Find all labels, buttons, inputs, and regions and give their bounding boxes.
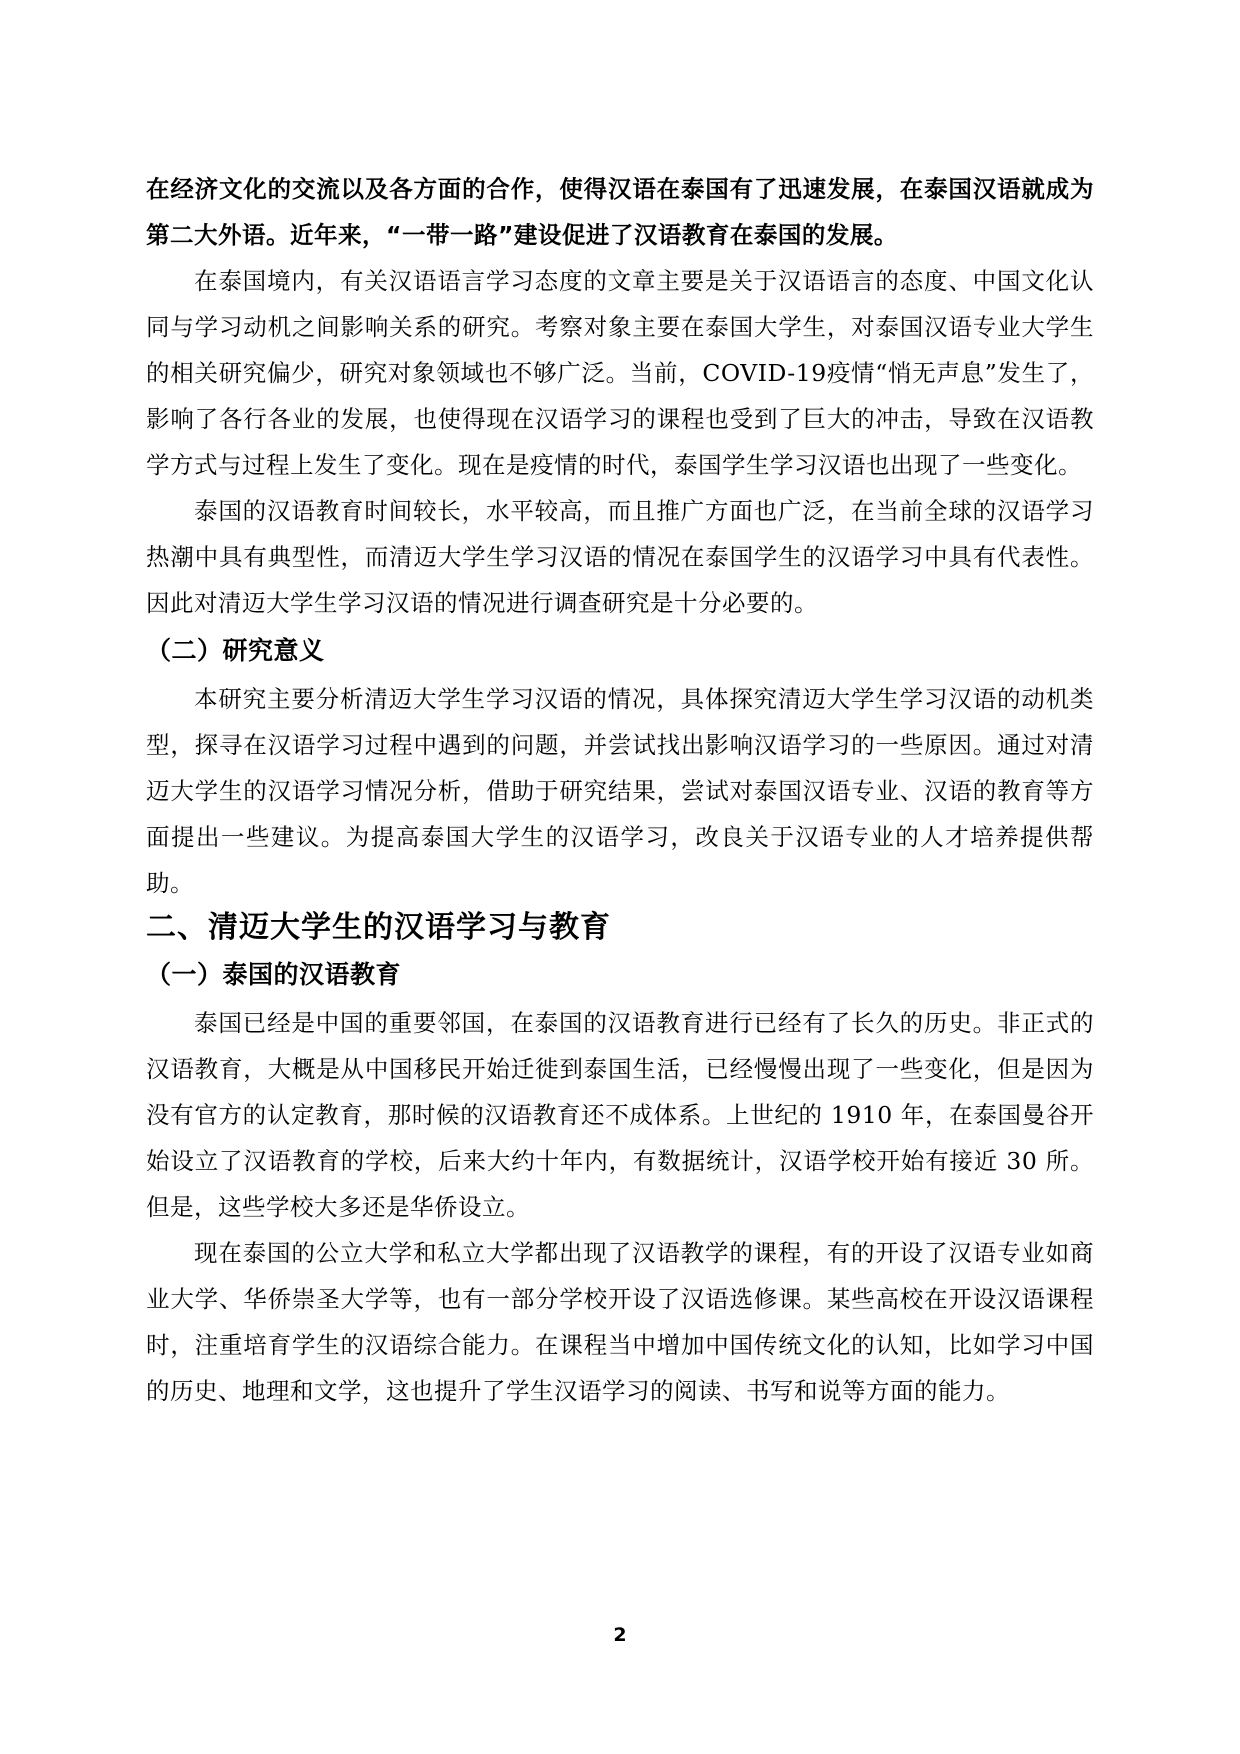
section-heading-thai-chinese-education: （一）泰国的汉语教育 xyxy=(146,960,402,989)
paragraph-thai-research-status: 在泰国境内，有关汉语语言学习态度的文章主要是关于汉语语言的态度、中国文化认同与学习动机之间影响关系的研究。考察对象主要在泰国大学生，对泰国汉语专业大学生的相关研究偏少，研究对象领域也不够广泛。当前，COVID-19疫情“悄无声息”发生了，影响了各行各业的发展，也使得现在汉语学习的课程也受到了巨大的冲击，导致在汉语教学方式与过程上发生了变化。现在是疫情的时代，泰国学生学习汉语也出现了一些变化。 xyxy=(146,267,1094,479)
page-body xyxy=(146,166,1094,1414)
chapter-heading-chiang-mai-learning: 二、清迈大学生的汉语学习与教育 xyxy=(146,910,611,945)
paragraph-university-courses: 现在泰国的公立大学和私立大学都出现了汉语教学的课程，有的开设了汉语专业如商业大学、华侨崇圣大学等，也有一部分学校开设了汉语选修课。某些高校在开设汉语课程时，注重培育学生的汉语综合能力。在课程当中增加中国传统文化的认知，比如学习中国的历史、地理和文学，这也提升了学生汉语学习的阅读、书写和说等方面的能力。 xyxy=(146,1239,1094,1405)
paragraph-research-significance: 本研究主要分析清迈大学生学习汉语的情况，具体探究清迈大学生学习汉语的动机类型，探寻在汉语学习过程中遇到的问题，并尝试找出影响汉语学习的一些原因。通过对清迈大学生的汉语学习情况分析，借助于研究结果，尝试对泰国汉语专业、汉语的教育等方面提出一些建议。为提高泰国大学生的汉语学习，改良关于汉语专业的人才培养提供帮助。 xyxy=(146,685,1094,897)
paragraph-research-necessity: 泰国的汉语教育时间较长，水平较高，而且推广方面也广泛，在当前全球的汉语学习热潮中具有典型性，而清迈大学生学习汉语的情况在泰国学生的汉语学习中具有代表性。因此对清迈大学生学习汉语的情况进行调查研究是十分必要的。 xyxy=(146,497,1094,617)
section-heading-research-significance: （二）研究意义 xyxy=(146,636,325,665)
paragraph-intro-continued: 在经济文化的交流以及各方面的合作，使得汉语在泰国有了迅速发展，在泰国汉语就成为第二大外语。近年来，“一带一路”建设促进了汉语教育在泰国的发展。 xyxy=(146,175,1094,249)
paragraph-education-history: 泰国已经是中国的重要邻国，在泰国的汉语教育进行已经有了长久的历史。非正式的汉语教育，大概是从中国移民开始迁徙到泰国生活，已经慢慢出现了一些变化，但是因为没有官方的认定教育，那时候的汉语教育还不成体系。上世纪的 1910 年，在泰国曼谷开始设立了汉语教育的学校，后来大约十年内，有数据统计，汉语学校开始有接近 30 所。但是，这些学校大多还是华侨设立。 xyxy=(146,1009,1094,1221)
page-number: 2 xyxy=(613,1624,627,1646)
